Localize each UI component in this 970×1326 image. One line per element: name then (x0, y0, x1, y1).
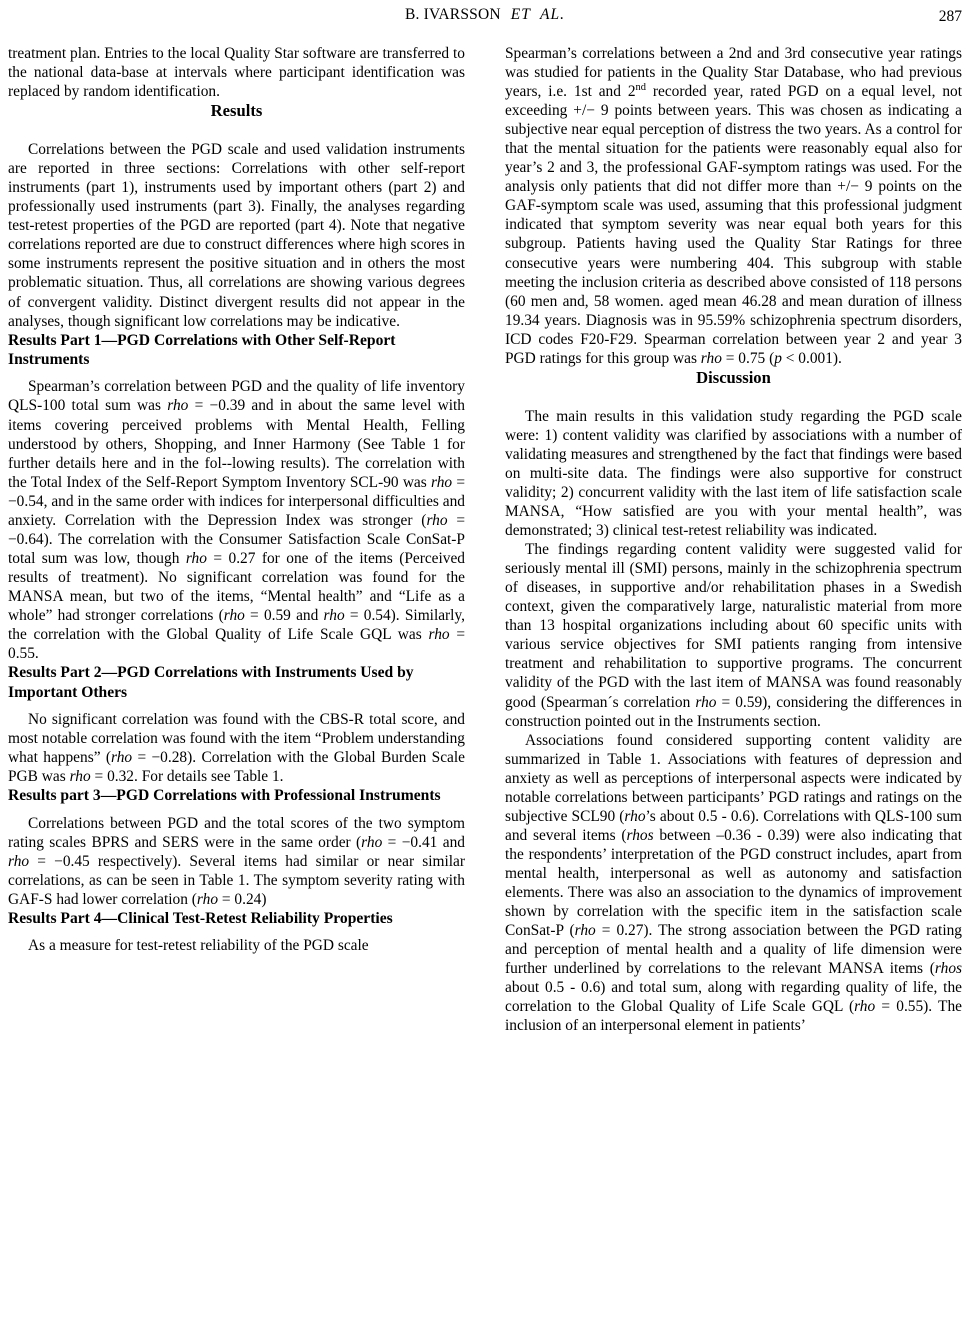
paragraph-continued: treatment plan. Entries to the local Quality Star software are transferred to the national data-base at intervals where participant identification was replaced by random identification. (8, 45, 465, 101)
text-fragment: = 0.32. For details see Table 1. (90, 768, 284, 786)
text-fragment: = −0.28). Correlation with the Global Burden Scale PGB was (8, 749, 465, 786)
rho-symbol: rho (185, 549, 207, 567)
running-head-etal: ET AL. (510, 6, 566, 23)
paragraph-part-1 (8, 377, 465, 663)
rho-symbol: rho (700, 349, 722, 367)
text-fragment: = −0.54, and in the same order with indices for interpersonal difficulties and anxiety. Correlation with the Depression Index was stronger ( (8, 473, 465, 529)
text-fragment: = 0.24) (218, 890, 267, 908)
text-fragment: recorded year, rated PGD on a equal level, not exceeding +/− 9 points between years. This was chosen as indicating a subjective near equal perception of distress the two years. As a control for that the mental situation for the patients were reasonably equal also for year’s 2 and 3, the professional GAF-symptom ratings was used. For the analysis only patients that did not differ more than +/− 9 points on the GAF-symptom scale was used, assuming that this professional judgment indicated that symptom severity was near equal both years for this subgroup. Patients having used the Quality Star Ratings for three consecutive years were numbering 404. This subgroup with stable meeting the inclusion criteria as described above consisted of 118 persons (60 men and, 58 women. aged mean 46.28 and mean duration of illness 19.34 years. Diagnosis was in 95.59% schizophrenia spectrum disorders, ICD codes F20-F29. Spearman correlation between year 2 and year 3 PGD ratings for this group was (505, 83, 962, 367)
text-fragment: = −0.45 respectively). Several items had similar or near similar correlations, as can be seen in Table 1. The symptom severity rating with GAF-S had lower correlation ( (8, 852, 465, 908)
heading-results-part-4: Results Part 4—Clinical Test-Retest Reliability Properties (8, 909, 393, 927)
rho-symbol: rho (167, 397, 189, 415)
text-fragment: Associations found considered supporting content validity are summarized in Table 1. Associations with features of depression and anxiety as well as perceptions of interpersonal aspects were indicated by notable correlations between participants’ PGD ratings and ratings on the subjective SCL90 ( (505, 731, 962, 825)
paragraph-discussion-2 (505, 540, 962, 730)
text-fragment: = 0.55). The inclusion of an interpersonal element in patients’ (505, 998, 962, 1035)
text-fragment: No significant correlation was found with the CBS-R total score, and most notable correlation was found with the item “Problem understanding what happens” ( (8, 710, 465, 767)
text-fragment: = 0.55. (8, 626, 466, 663)
text-fragment: = −0.64). The correlation with the Consumer Satisfaction Scale ConSat-P total sum was low, though (8, 511, 466, 567)
heading-results-part-1: Results Part 1—PGD Correlations with Other Self-Report Instruments (8, 331, 396, 369)
text-fragment: between –0.36 - 0.39) were also indicating that the respondents’ interpretation of the PGD construct includes, apart from mental health, interpersonal as well as autonomy and satisfaction elements. There was also an association to the dynamics of improvement shown by correlation with the specific item in the satisfaction scale ConSat-P ( (505, 826, 962, 940)
text-fragment: Spearman’s correlation between PGD and the quality of life inventory QLS-100 total sum was (8, 378, 465, 415)
rho-symbol: rho (695, 693, 717, 711)
rho-symbol: rho (426, 511, 448, 529)
paragraph-discussion-1: The main results in this validation study regarding the PGD scale were: 1) content validity was clarified by associations with a number of validating measures and strengthened by the fact that findings were based on multi-site data. The findings were also supportive for construct validity; 2) concurrent validity with the last item of life satisfaction scale MANSA, “How satisfied are you with your mental health”, was demonstrated; 3) clinical test-retest reliability was indicated. (505, 407, 962, 540)
rho-symbol: rho (8, 852, 30, 870)
text-fragment: = 0.54). Similarly, the correlation with the Global Quality of Life Scale GQL was (8, 606, 465, 644)
rho-symbol: rhos (934, 960, 962, 978)
rho-symbol: rho (574, 922, 596, 940)
rho-symbol: rho (111, 749, 133, 767)
paragraph-discussion-3 (505, 731, 962, 1036)
rho-symbol: rhos (626, 826, 654, 844)
text-fragment: Correlations between PGD and the total scores of the two symptom rating scales BPRS and SERS were in the same order ( (8, 814, 465, 851)
paragraph-part-2 (8, 710, 465, 786)
text-fragment: = 0.27 for one of the items (Perceived results of treatment). No significant correlation was found for the MANSA mean, but two of the items, “Mental health” and “Life as a whole” had stronger correlations ( (8, 549, 465, 624)
p-value-symbol: p (774, 349, 782, 367)
text-fragment: = −0.41 and (382, 833, 465, 851)
page-number: 287 (938, 8, 962, 25)
running-head-title (405, 6, 565, 24)
text-fragment: about 0.5 - 0.6) and total sum, along with regarding quality of life, the correlation to the Global Quality of Life Scale GQL ( (505, 979, 962, 1016)
rho-symbol: rho (361, 833, 383, 851)
text-fragment: Spearman’s correlations between a 2nd and 3rd consecutive year ratings was studied for patients in the Quality Star Database, who had previous years, i.e. 1st and 2 (505, 45, 962, 101)
rho-symbol: rho (323, 606, 345, 624)
left-column (8, 44, 465, 1035)
text-fragment: = −0.39 and in about the same level with items covering perceived problems with Mental Health, Felling understood by others, Shopping, and Inner Harmony (See Table 1 for further details here and in the fol--lowing results). The correlation with the Total Index of the Self-Report Symptom Inventory SCL-90 was (8, 397, 465, 491)
rho-symbol: rho (223, 606, 245, 624)
rho-symbol: rho (196, 890, 219, 908)
superscript-ordinal: nd (635, 81, 646, 93)
paragraph-part-4: As a measure for test-retest reliability of the PGD scale (28, 937, 369, 955)
text-fragment: = 0.27). The strong association between the PGD rating and perception of mental health and a quality of life dimension were further underlined by correlations to the relevant MANSA items ( (505, 922, 962, 978)
running-head (8, 6, 962, 28)
heading-results: Results (210, 101, 263, 121)
paragraph-part-3 (8, 814, 465, 909)
right-column (505, 44, 962, 1035)
paragraph-continued-right (505, 44, 962, 368)
rho-symbol: rho (624, 807, 646, 825)
text-fragment: ’s about 0.5 - 0.6). Correlations with QLS-100 sum and several items ( (505, 807, 962, 844)
heading-results-part-3: Results part 3—PGD Correlations with Professional Instruments (8, 787, 441, 805)
heading-results-part-2: Results Part 2—PGD Correlations with Instruments Used by Important Others (8, 664, 414, 701)
running-head-author: B. IVARSSON (404, 6, 501, 23)
rho-symbol: rho (69, 768, 91, 786)
rho-symbol: rho (854, 998, 876, 1016)
text-fragment: < 0.001). (781, 349, 842, 367)
rho-symbol: rho (428, 626, 450, 644)
text-fragment: = 0.59), considering the differences in construction pointed out in the Instruments section. (505, 693, 962, 730)
paragraph-results-intro: Correlations between the PGD scale and used validation instruments are reported in three sections: Correlations with other self-report instruments (part 1), instruments used by important others (part 2) and professionally used instruments (part 3). Finally, the analyses regarding test-retest properties of the PGD are reported (part 4). Note that negative correlations reported are due to construct differences where high scores in some instruments represent the positive situation and in others the most problematic situation. Thus, all correlations are showing various degrees of convergent validity. Distinct divergent results did not appear in the analyses, though significant low correlations may be indicative. (8, 141, 465, 330)
heading-discussion: Discussion (696, 367, 771, 387)
rho-symbol: rho (430, 473, 453, 491)
text-fragment: = 0.59 and (244, 606, 324, 624)
text-fragment: The findings regarding content validity were suggested valid for seriously mental ill (SMI) persons, mainly in the schizophrenia spectrum of diseases, in supportive and/or rehabilitation phases in a Swedish context, given the comparatively large, naturalistic material from more than 13 hospital organizations including about 60 specific units with various service objectives for SMI patients ranging from intensive treatment and rehabilitation to supportive programs. The concurrent validity of the PGD with the last item of MANSA was found reasonably good (Spearman´s correlation (505, 541, 962, 711)
text-fragment: = 0.75 ( (721, 349, 775, 367)
body-columns (8, 44, 962, 1035)
